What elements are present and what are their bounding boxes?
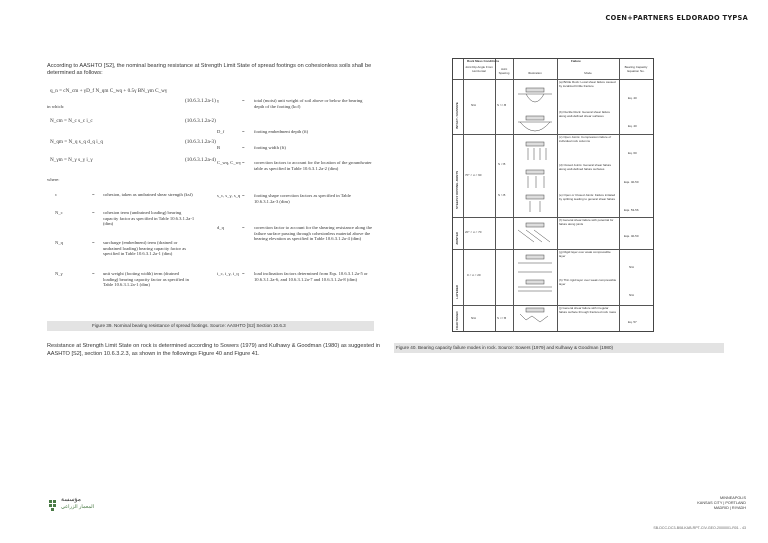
def-sym-b: B <box>217 145 221 150</box>
def-text-nq: surcharge (embedment) term (drained or undrained loading) bearing capacity factor as specified in Table 10.6.3.1.2a-1 (dim) <box>103 240 187 257</box>
equation-ncm: N_cm = N_c s_c i_c <box>50 118 93 124</box>
def-text-dq: correction factor to account for the shearing resistance along the failure surface passing through cohesionless material above the bearing elevation as specified in Table 10.6.3.1.2a-4 (dim) <box>254 225 372 242</box>
fig-eq-d: Eqs. 40-50 <box>624 180 639 184</box>
footer-city-line3: MADRID | RIYADH <box>713 506 746 510</box>
equation-ncm-number: (10.6.3.1.2a-2) <box>185 118 216 124</box>
logo-leaf-icon <box>47 498 59 514</box>
fig-spacing-intact: S >> B <box>497 103 507 107</box>
figure39-caption: Figure 39. Nominal bearing resistance of spread footings. Source: AASHTO [S2] Section 10.6.3 <box>92 323 286 328</box>
footer-cities <box>697 496 746 511</box>
equation-ngm: N_γm = N_γ s_γ i_γ <box>50 157 93 163</box>
fig-section-layered: LAYERED <box>455 284 459 299</box>
def-sym-gamma: γ <box>217 98 220 103</box>
def-sym-c: c <box>55 192 58 197</box>
fig-eq-c: Eq. 60 <box>628 151 637 155</box>
fig-col-eq: Bearing Capacity Equation No. <box>624 65 648 73</box>
rock-resistance-paragraph: Resistance at Strength Limit State on rock is determined according to Sowers (1979) and Kulhawy & Goodman (1980) as suggested in AASHTO [S2], section 10.6.3.2.3, as shown in the followings Figure 40 and Figure 41. <box>47 343 381 357</box>
fig-mode-a: (a) Brittle Rock: Local shear failure caused by localized brittle fracture <box>559 80 616 88</box>
def-text-gamma: total (moist) unit weight of soil above or below the bearing depth of the footing (kcf) <box>254 98 363 109</box>
fig-section-jointed: JOINTED <box>455 231 459 245</box>
intro-paragraph: According to AASHTO [S2], the nominal bearing resistance at Strength Limit State of spread footings on cohesionless soils shall be determined as follows: <box>47 63 372 77</box>
def-text-ngamma: unit weight (footing width) term (drained loading) bearing capacity factor as specified in Table 10.6.3.1.2a-1 (dim) <box>103 271 189 288</box>
fig-section-fractured: FRACTURED <box>455 311 459 330</box>
def-text-df: footing embedment depth (ft) <box>254 129 309 134</box>
figure40-failure-modes-table <box>452 58 654 332</box>
def-sym-cw: C_wq, C_wγ <box>217 160 241 165</box>
fig-col-spacing: Joint Spacing <box>498 67 510 75</box>
header-brand: COEN+PARTNERS ELDORADO TYPSA <box>605 14 748 22</box>
fig-dip-steep: 70° < α < 90 <box>465 173 482 177</box>
fig-eq-g: N/A <box>629 265 635 269</box>
def-sym-ngamma: N_γ <box>55 271 63 276</box>
def-sym-nc: N_c <box>55 210 63 215</box>
fig-eq-e: Eqs. 53-56 <box>624 208 639 212</box>
fig-spacing-steep: S < B <box>498 162 506 166</box>
def-sym-dq: d_q <box>217 225 224 230</box>
fig-head-failure: Failure <box>571 59 581 63</box>
footer-city-line2: KANSAS CITY | PORTLAND <box>697 501 746 505</box>
equation-ngm-number: (10.6.3.1.2a-4) <box>185 157 216 163</box>
fig-mode-c: (c) Open Joints: Compression failure of individual rock columns <box>559 135 612 143</box>
fig-eq-j: Eq. 57 <box>628 320 637 324</box>
fig-spacing-steep2: S > B <box>498 193 506 197</box>
main-equation-number: (10.6.3.1.2a-1) <box>185 98 216 104</box>
fig-eq-f: Eqs. 40-50 <box>624 234 639 238</box>
fig-col-illustration: Illustration <box>528 71 542 75</box>
footer-document-id: SB-DCC-DC3-B08-KAB-RPT-CIV-GEO-2000001-R01 - 43 <box>653 526 746 530</box>
fig-mode-f: (f) General shear failure with potential for failure along joints <box>559 218 614 226</box>
where-label: where: <box>47 177 60 182</box>
fig-mode-j: (j) General shear failure with irregular failure surface through fractured rock mass <box>559 306 617 314</box>
fig-dip-layered: 0 < α < 20 <box>467 273 481 277</box>
equation-nqm-number: (10.6.3.1.2a-3) <box>185 139 216 145</box>
def-sym-inclination: i_c, i_γ, i_q <box>217 271 239 276</box>
def-sym-shape: s_c, s_γ, s_q <box>217 193 241 198</box>
logo-text-ar: مؤسسة <box>61 497 81 503</box>
fig-section-steep: STEEPLY DIPPING JOINTS <box>455 170 459 209</box>
fig-section-intact: INTACT / MASSIVE <box>455 102 459 129</box>
fig-dip-intact: N/A <box>471 103 477 107</box>
def-sym-df: D_f <box>217 129 225 134</box>
fig-eq-a: Eq. 40 <box>628 96 637 100</box>
main-equation: q_n = cN_cm + γD_f N_qm C_wq + 0.5γ BN_γm C_wγ <box>50 88 168 94</box>
fig-mode-g: (g) Rigid layer over weak compressible layer <box>559 250 611 258</box>
fig-dip-jointed: 20° < α < 70 <box>465 230 482 234</box>
fig-mode-b: (b) Ductile Rock: General shear failure along well-defined shear surfaces <box>559 110 611 118</box>
def-text-shape: footing shape correction factors as specified in Table 10.6.3.1.2a-3 (dim) <box>254 193 351 204</box>
def-text-c: cohesion, taken as undrained shear strength (ksf) <box>103 192 193 197</box>
fig-spacing-fractured: S << B <box>497 316 507 320</box>
fig-dip-fractured: N/A <box>471 316 477 320</box>
in-which-label: in which: <box>47 104 65 109</box>
def-text-b: footing width (ft) <box>254 145 286 150</box>
def-sym-nq: N_q <box>55 240 63 245</box>
footer-city-line1: MINNEAPOLIS <box>720 496 746 500</box>
def-text-cw: correction factors to account for the location of the groundwater table as specified in Table 10.6.3.1.2a-2 (dim) <box>254 160 372 171</box>
figure40-caption: Figure 40. Bearing capacity failure modes in rock. Source: Sowers (1979) and Kulhawy & Goodman (1980) <box>396 345 614 350</box>
logo-text-ar2: المعمار الزراعي <box>61 504 95 510</box>
fig-illustrations <box>514 80 557 330</box>
fig-eq-b: Eq. 40 <box>628 124 637 128</box>
equation-nqm: N_qm = N_q s_q d_q i_q <box>50 139 103 145</box>
def-text-nc: cohesion term (undrained loading) bearing capacity factor as specified in Table 10.6.3.1.2a-1 (dim) <box>103 210 195 227</box>
fig-head-rock-mass: Rock Mass Conditions <box>467 59 500 63</box>
fig-mode-e: (e) Open or Closed Joints: Failure initiated by splitting leading to general shear failure <box>559 193 616 201</box>
fig-mode-d: (d) Closed Joints: General shear failure along well-defined failure surfaces <box>559 163 612 171</box>
def-text-inclination: load inclination factors determined from Eqs. 10.6.3.1.2a-5 or 10.6.3.1.2a-6, and 10.6.3.1.2a-7 and 10.6.3.1.2a-8 (dim) <box>254 271 368 282</box>
fig-col-mode: Mode <box>584 71 592 75</box>
fig-col-dip: Joint Dip Angle From Horizontal <box>465 65 493 73</box>
fig-mode-h: (h) Thin rigid layer over weak compressible layer <box>559 278 617 286</box>
fig-eq-h: N/A <box>629 293 635 297</box>
